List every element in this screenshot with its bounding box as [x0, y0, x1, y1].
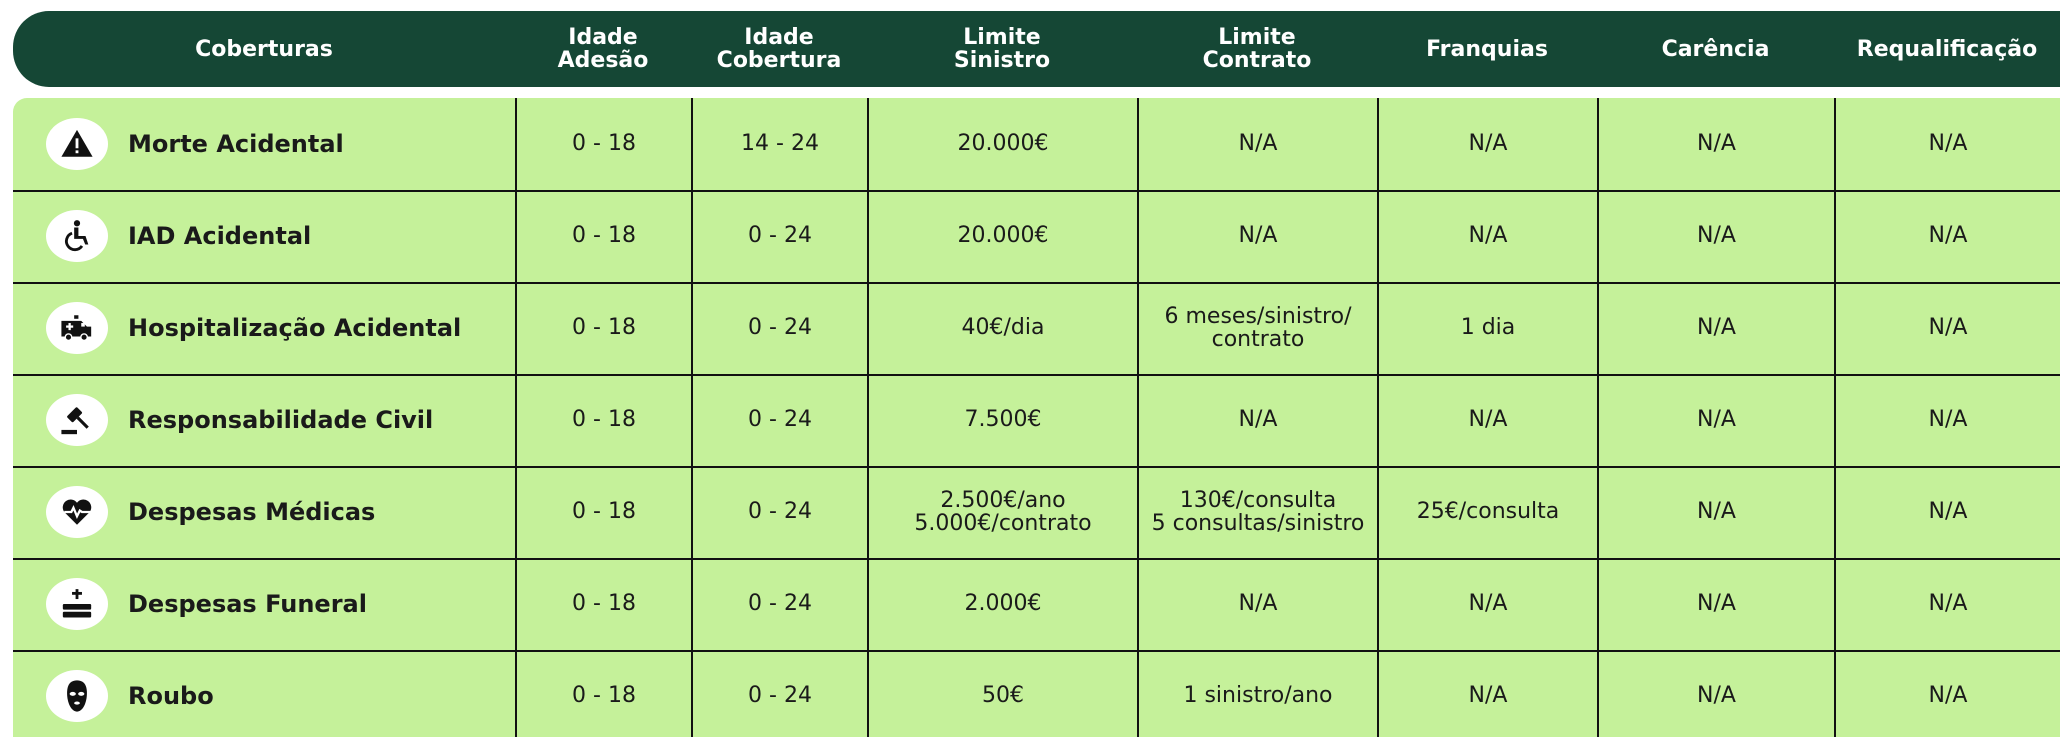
idade-cobertura-cell: 0 - 24: [748, 683, 812, 708]
header-carencia: Carência: [1661, 36, 1770, 62]
idade-adesao-cell: 0 - 18: [572, 591, 636, 616]
header-idade-adesao: Idade Adesão: [557, 25, 649, 73]
coverage-cell: [13, 558, 515, 649]
idade-adesao-cell: 0 - 18: [572, 315, 636, 340]
carencia-cell: N/A: [1697, 223, 1736, 248]
warning-icon: [46, 118, 108, 170]
table-row: [13, 98, 2060, 189]
table-row: [13, 190, 2060, 281]
franquias-cell: N/A: [1468, 407, 1508, 432]
requalificacao-cell: N/A: [1928, 131, 1968, 156]
coverage-cell: [13, 650, 515, 737]
coverage-label: Morte Acidental: [128, 129, 344, 158]
franquias-cell: 25€/consulta: [1416, 499, 1560, 524]
coverage-cell: [13, 98, 515, 189]
idade-adesao-cell: 0 - 18: [572, 683, 636, 708]
idade-cobertura-cell: 0 - 24: [748, 223, 812, 248]
header-franquias: Franquias: [1426, 36, 1548, 62]
franquias-cell: N/A: [1468, 683, 1508, 708]
franquias-cell: N/A: [1468, 131, 1508, 156]
coverage-table: [13, 98, 2060, 737]
limite-contrato-cell: N/A: [1238, 407, 1278, 432]
gavel-icon: [46, 394, 108, 446]
limite-sinistro-cell: 20.000€: [957, 223, 1049, 248]
franquias-cell: N/A: [1468, 591, 1508, 616]
table-row: [13, 282, 2060, 373]
carencia-cell: N/A: [1697, 131, 1736, 156]
franquias-cell: N/A: [1468, 223, 1508, 248]
coverage-cell: [13, 466, 515, 557]
table-row: [13, 558, 2060, 649]
idade-adesao-cell: 0 - 18: [572, 223, 636, 248]
limite-contrato-cell: N/A: [1238, 131, 1278, 156]
carencia-cell: N/A: [1697, 315, 1736, 340]
limite-sinistro-cell: 2.000€: [964, 591, 1042, 616]
carencia-cell: N/A: [1697, 683, 1736, 708]
heart-pulse-icon: [46, 486, 108, 538]
carencia-cell: N/A: [1697, 407, 1736, 432]
header-requalificacao: Requalificação: [1856, 36, 2038, 62]
carencia-cell: N/A: [1697, 499, 1736, 524]
limite-contrato-cell: 6 meses/sinistro/ contrato: [1164, 303, 1352, 352]
carencia-cell: N/A: [1697, 591, 1736, 616]
coverage-label: Despesas Médicas: [128, 497, 376, 526]
table-row: [13, 374, 2060, 465]
limite-sinistro-cell: 20.000€: [957, 131, 1049, 156]
requalificacao-cell: N/A: [1928, 591, 1968, 616]
requalificacao-cell: N/A: [1928, 499, 1968, 524]
idade-adesao-cell: 0 - 18: [572, 499, 636, 524]
coverage-label: Despesas Funeral: [128, 589, 367, 618]
limite-sinistro-cell: 50€: [982, 683, 1024, 708]
table-row: [13, 466, 2060, 557]
limite-contrato-cell: N/A: [1238, 223, 1278, 248]
franquias-cell: 1 dia: [1460, 315, 1516, 340]
table-row: [13, 650, 2060, 737]
funeral-icon: [46, 578, 108, 630]
idade-cobertura-cell: 0 - 24: [748, 499, 812, 524]
coverage-cell: [13, 190, 515, 281]
ambulance-icon: [46, 302, 108, 354]
coverage-label: Hospitalização Acidental: [128, 313, 462, 342]
header-limite-contrato: Limite Contrato: [1202, 25, 1312, 73]
limite-sinistro-cell: 2.500€/ano 5.000€/contrato: [914, 487, 1092, 536]
robber-mask-icon: [46, 670, 108, 722]
requalificacao-cell: N/A: [1928, 223, 1968, 248]
wheelchair-icon: [46, 210, 108, 262]
limite-contrato-cell: N/A: [1238, 591, 1278, 616]
coverage-label: IAD Acidental: [128, 221, 312, 250]
idade-adesao-cell: 0 - 18: [572, 407, 636, 432]
idade-cobertura-cell: 0 - 24: [748, 591, 812, 616]
limite-contrato-cell: 1 sinistro/ano: [1183, 683, 1333, 708]
requalificacao-cell: N/A: [1928, 683, 1968, 708]
coverage-label: Roubo: [128, 681, 214, 710]
header-coberturas: Coberturas: [195, 36, 333, 62]
requalificacao-cell: N/A: [1928, 315, 1968, 340]
limite-contrato-cell: 130€/consulta 5 consultas/sinistro: [1151, 487, 1365, 536]
coverage-cell: [13, 374, 515, 465]
limite-sinistro-cell: 7.500€: [964, 407, 1042, 432]
idade-cobertura-cell: 0 - 24: [748, 407, 812, 432]
idade-cobertura-cell: 0 - 24: [748, 315, 812, 340]
coverage-label: Responsabilidade Civil: [128, 405, 434, 434]
coverage-cell: [13, 282, 515, 373]
idade-cobertura-cell: 14 - 24: [741, 131, 819, 156]
header-idade-cobertura: Idade Cobertura: [716, 25, 842, 73]
header-limite-sinistro: Limite Sinistro: [953, 25, 1051, 73]
requalificacao-cell: N/A: [1928, 407, 1968, 432]
idade-adesao-cell: 0 - 18: [572, 131, 636, 156]
table-header: [13, 11, 2060, 87]
limite-sinistro-cell: 40€/dia: [961, 315, 1045, 340]
